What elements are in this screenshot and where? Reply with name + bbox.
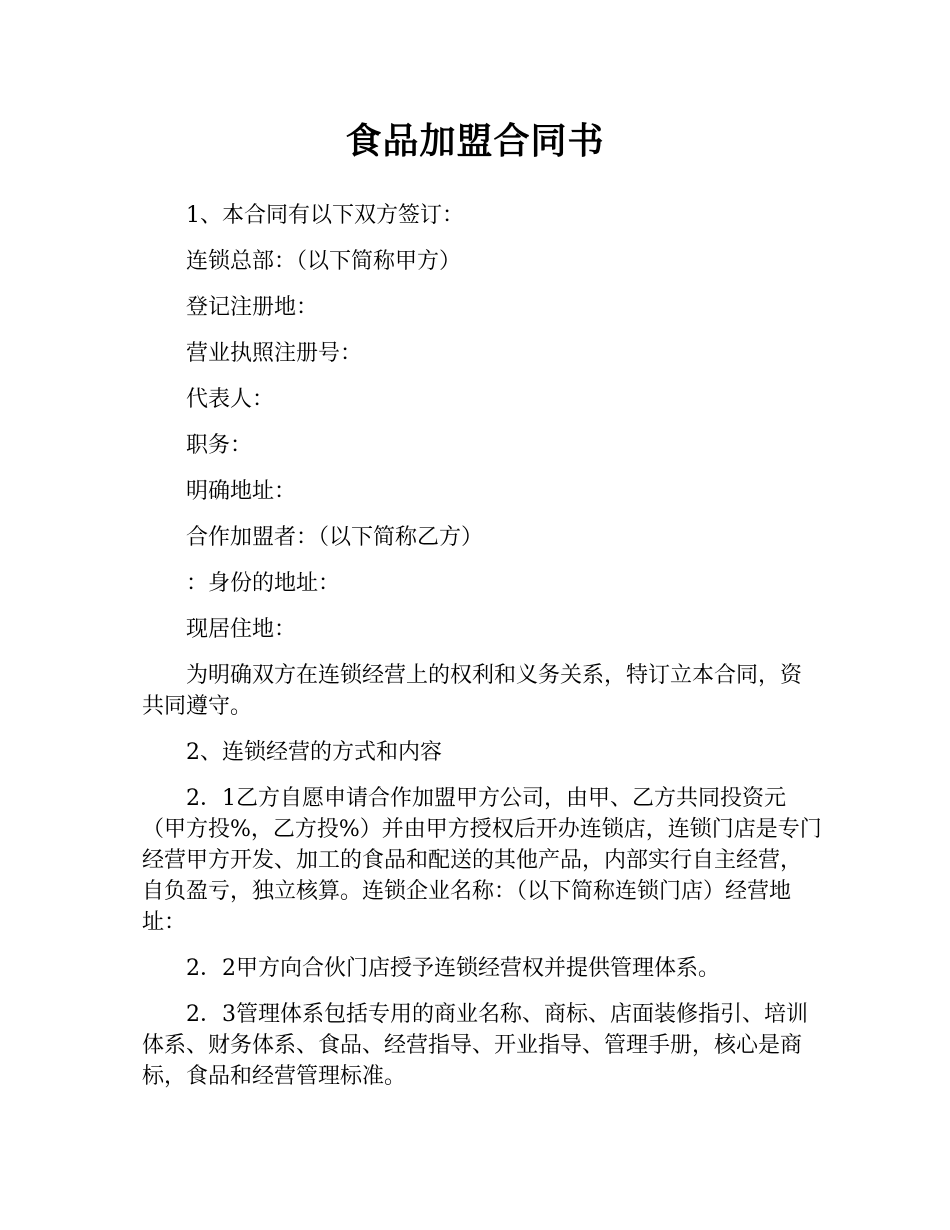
clause-2-1: 2．1乙方自愿申请合作加盟甲方公司，由甲、乙方共同投资元（甲方投%，乙方投%）并由甲方授权后开办连锁店，连锁门店是专门经营甲方开发、加工的食品和配送的其他产品，内部实行自主经营，自负盈亏，独立核算。连锁企业名称：（以下简称连锁门店）经营地址：: [142, 786, 822, 935]
paragraph-party-a: 连锁总部：（以下简称甲方）: [186, 249, 462, 274]
paragraph-purpose: 为明确双方在连锁经营上的权利和义务关系，特订立本合同，资共同遵守。: [142, 663, 803, 719]
paragraph-license-number: 营业执照注册号：: [186, 341, 363, 366]
document-body: [142, 200, 822, 1092]
paragraph-representative: 代表人：: [186, 387, 275, 412]
paragraph-residence: 现居住地：: [186, 617, 297, 642]
paragraph-registration-place: 登记注册地：: [186, 295, 319, 320]
clause-2-2: 2．2甲方向合伙门店授予连锁经营权并提供管理体系。: [186, 956, 720, 981]
section-heading-chain-operation: 2、连锁经营的方式和内容: [186, 740, 442, 765]
paragraph-parties-intro: 1、本合同有以下双方签订：: [186, 203, 464, 228]
paragraph-party-b: 合作加盟者：（以下简称乙方）: [186, 525, 484, 550]
paragraph-position: 职务：: [186, 433, 253, 458]
document-title: 食品加盟合同书: [345, 121, 605, 162]
clause-2-3: 2．3管理体系包括专用的商业名称、商标、店面装修指引、培训体系、财务体系、食品、经营指导、开业指导、管理手册，核心是商标，食品和经营管理标准。: [142, 1002, 808, 1089]
paragraph-address: 明确地址：: [186, 479, 297, 504]
paragraph-id-address: ：身份的地址：: [186, 571, 341, 596]
